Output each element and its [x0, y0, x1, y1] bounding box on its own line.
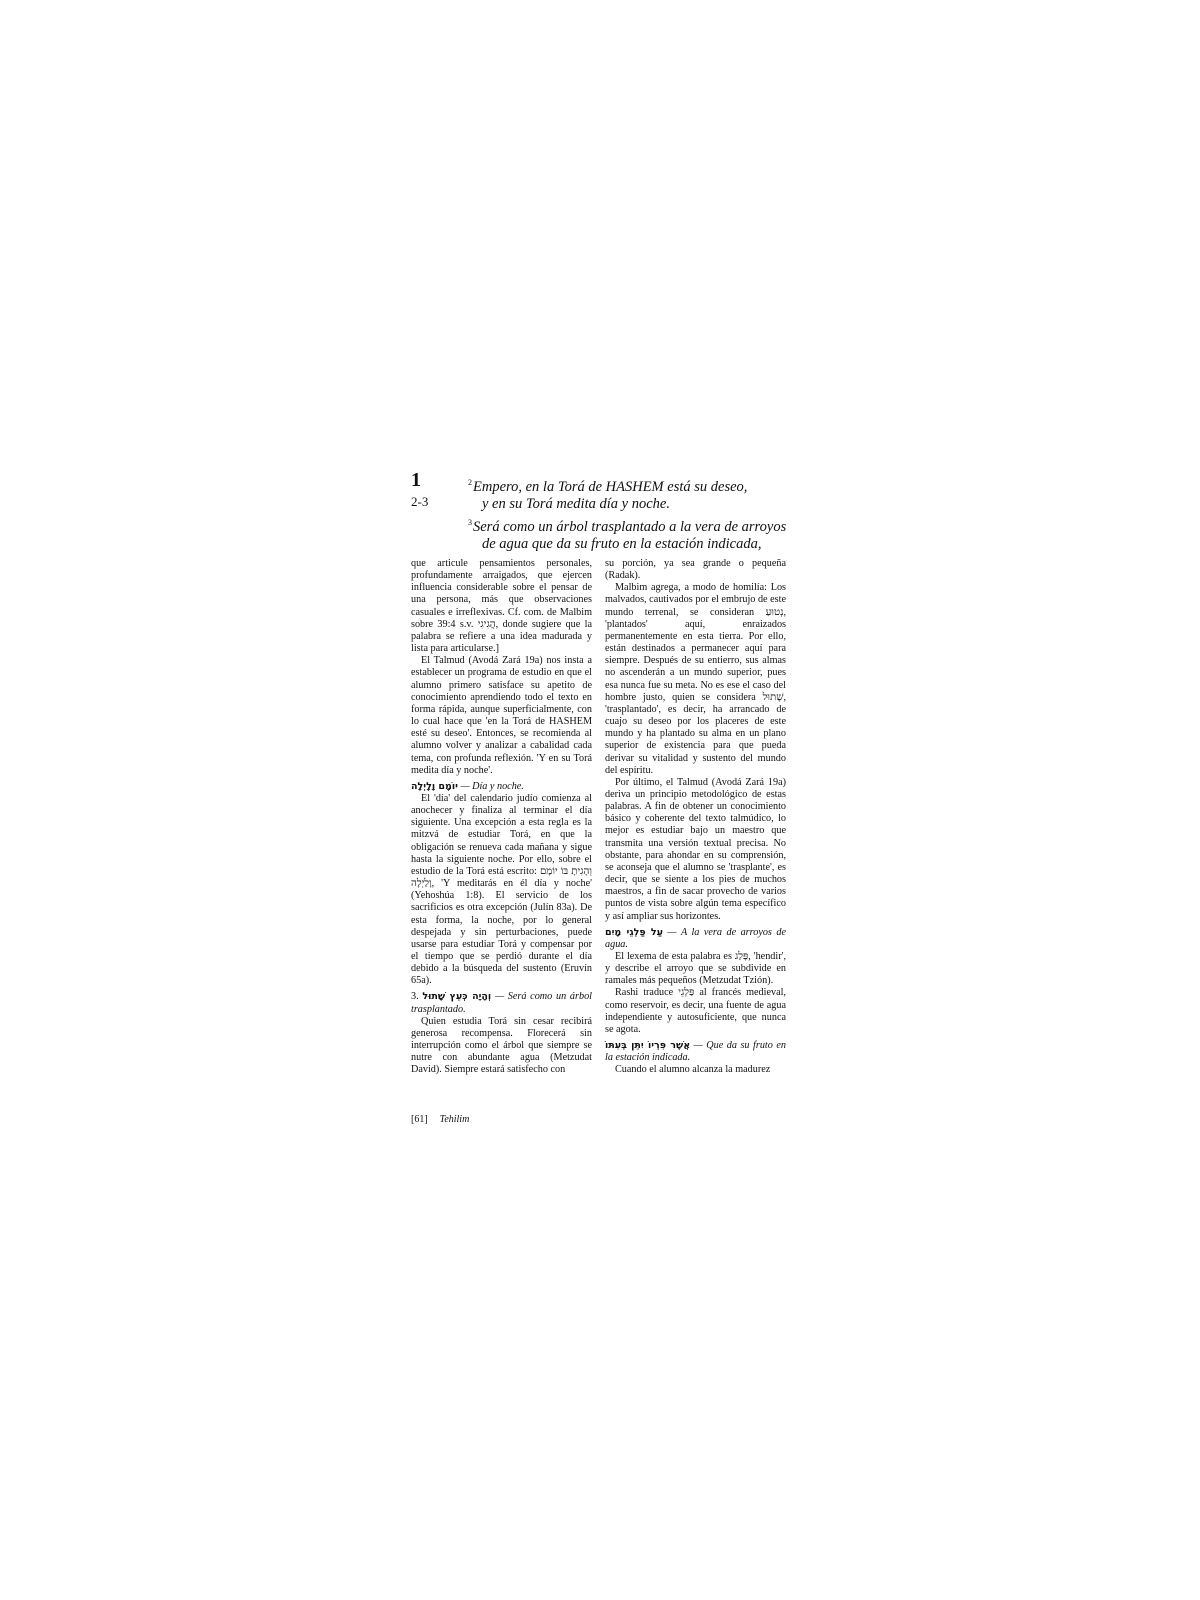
lemma-heading	[411, 781, 592, 793]
verse-number: 2	[468, 478, 472, 487]
paragraph: El Talmud (Avodá Zará 19a) nos insta a establecer un programa de estudio en que el alumno primero satisface su apetito de conocimiento aprendiendo todo el texto en forma rápida, aunque superficialmente, con lo cual hace que 'en la Torá de HASHEM esté su deseo'. Entonces, se recomienda al alumno volver y analizar a cabalidad cada tema, con profunda reflexión. 'Y en su Torá medita día y noche'.	[411, 655, 592, 776]
verse-2-text-1: Empero, en la Torá de HASHEM está su deseo,	[473, 478, 748, 495]
commentary-left-column	[411, 558, 592, 1077]
verse-range: 2-3	[411, 494, 429, 509]
book-title: Tehilim	[439, 1114, 470, 1125]
verse-3-line-1	[468, 514, 828, 536]
paragraph: Rashi traduce פַּלְגֵי al francés medieval, como reservoir, es decir, una fuente de agua independiente y autosuficiente, que nunca se agota.	[605, 987, 786, 1035]
page-number: [61]	[411, 1114, 428, 1125]
paragraph: que articule pensamientos personales, profundamente arraigados, que ejercen influencia considerable sobre el pensar de una persona, más que observaciones casuales e irreflexivas. Cf. com. de Malbim sobre 39:4 s.v. הֲגִיגִי, donde sugiere que la palabra se refiere a una idea madurada y lista para articularse.]	[411, 558, 592, 655]
paragraph: Malbim agrega, a modo de homilía: Los malvados, cautivados por el embrujo de este mundo terrenal, se consideran נְטוּעַ, 'plantados' aquí, enraizados permanentemente en esta tierra. Por ello, están destinados a permanecer aquí para siempre. Después de su entierro, sus almas no ascenderán a un mundo superior, pues esa nunca fue su meta. No es ese el caso del hombre justo, quien se considera שָׁתוּל, 'trasplantado', es decir, ha arrancado de cuajo su deseo por los placeres de este mundo y ha plantado su alma en un plano superior de existencia para que pueda derivar su vitalidad y sustento del mundo del espíritu.	[605, 582, 786, 776]
commentary-right-column	[605, 558, 786, 1077]
verse-text-block	[468, 474, 828, 554]
hebrew-lemma: אֲשֶׁר פִּרְיוֹ יִתֵּן בְּעִתּוֹ	[605, 1040, 691, 1052]
verse-3-text-1: Será como un árbol trasplantado a la vera de arroyos	[473, 518, 787, 535]
lemma-heading	[411, 991, 592, 1015]
hebrew-lemma: עַל פַּלְגֵי מָיִם	[605, 926, 663, 938]
verse-3-line-2: de agua que da su fruto en la estación indicada,	[482, 536, 762, 553]
chapter-number: 1	[411, 469, 421, 491]
paragraph: Quien estudia Torá sin cesar recibirá generosa recompensa. Florecerá sin interrupción como el árbol que siempre se nutre con abundante agua (Metzudat David). Siempre estará satisfecho con	[411, 1015, 592, 1076]
verse-number: 3	[468, 517, 472, 527]
paragraph: Cuando el alumno alcanza la madurez	[615, 1064, 771, 1076]
paragraph: El 'día' del calendario judío comienza al anochecer y finaliza al terminar el día siguiente. Una excepción a esta regla es la mitzvá de estudiar Torá, en que la obligación se renueva cada mañana y sigue hasta la siguiente noche. Por ello, sobre el estudio de la Torá está escrito: וְהָגִיתָ בּוֹ יוֹמָם וָלַיְלָה, 'Y meditarás en él día y noche' (Yehoshúa 1:8). El servicio de los sacrificios es otra excepción (Julín 83a). De esta forma, la noche, por lo general despejada y sin perturbaciones, puede usarse para estudiar Torá y compensar por el tiempo que se perdió durante el día debido a la búsqueda del sustento (Eruvín 65a).	[411, 792, 592, 987]
lemma-translation: — A la vera de arroyos de agua.	[605, 926, 787, 950]
lemma-translation: — Que da su fruto en la estación indicada.	[605, 1040, 786, 1064]
hebrew-lemma: יוֹמָם וָלָיְלָה	[411, 780, 458, 792]
lemma-translation: — Será como un árbol trasplantado.	[411, 991, 593, 1015]
lemma-translation: — Día y noche.	[460, 780, 524, 792]
lemma-heading	[605, 1040, 786, 1064]
verse-2-line-1	[468, 474, 828, 496]
paragraph: su porción, ya sea grande o pequeña (Radak).	[605, 558, 786, 582]
page-footer	[411, 1114, 469, 1125]
verse-ref: 3.	[411, 991, 419, 1003]
hebrew-lemma: וְהָיָה כְּעֵץ שָׁתוּל	[422, 991, 492, 1003]
verse-2-line-2: y en su Torá medita día y noche.	[482, 496, 670, 513]
paragraph: Por último, el Talmud (Avodá Zará 19a) deriva un principio metodológico de estas palabras. A fin de obtener un conocimiento básico y coherente del texto talmúdico, lo mejor es estudiar bajo un maestro que transmita una versión textual precisa. No obstante, para ahondar en su comprensión, se aconseja que el alumno se 'trasplante', es decir, que se siente a los pies de muchos maestros, a fin de sacar provecho de varios puntos de vista sobre algún tema específico y así ampliar sus horizontes.	[605, 776, 786, 922]
lemma-heading	[605, 927, 786, 951]
paragraph: El lexema de esta palabra es פָּלַג, 'hendir', y describe el arroyo que se subdivide en ramales más pequeños (Metzudat Tzión).	[605, 951, 786, 987]
